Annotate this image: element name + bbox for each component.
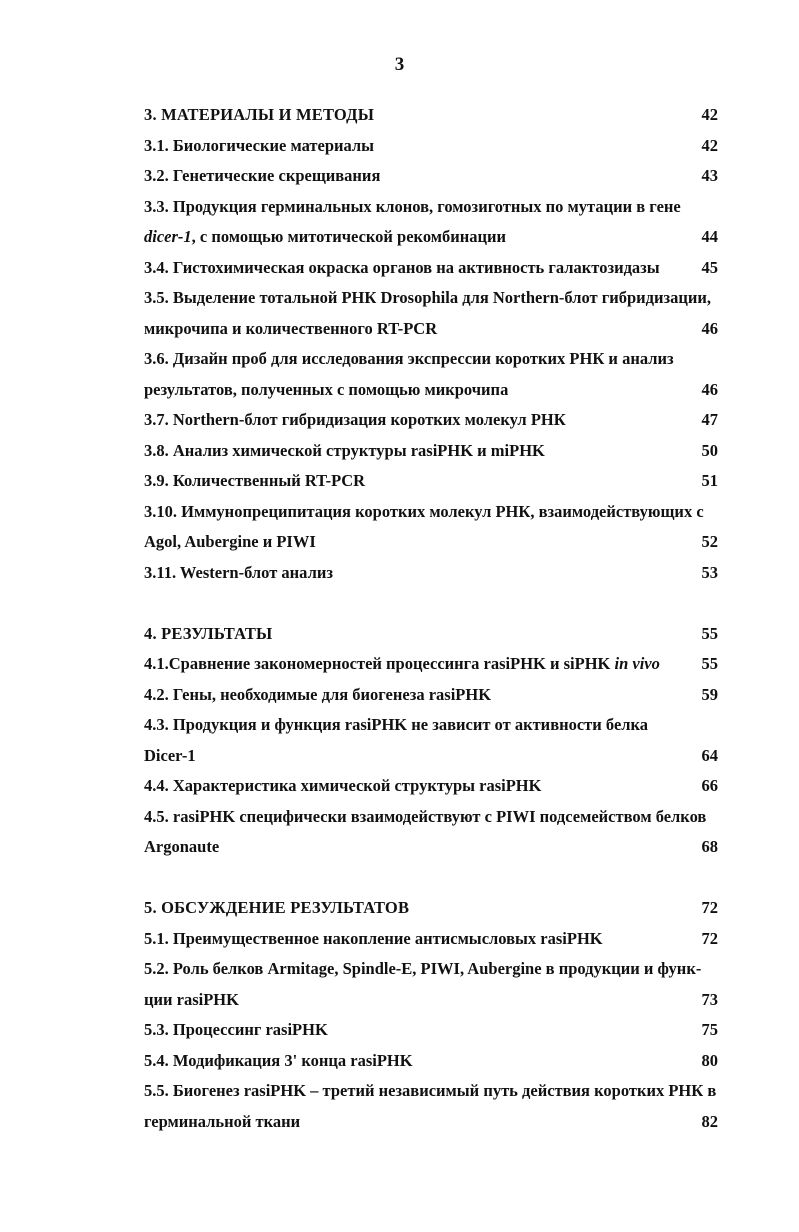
toc-entry-page: 53 xyxy=(701,562,718,582)
toc-entry-page: 47 xyxy=(701,410,718,429)
toc-section-gap xyxy=(144,863,720,894)
toc-entry-title: 3.3. Продукция герминальных клонов, гомозиготных по мутации в гене xyxy=(144,196,681,216)
toc-entry-title: 5.2. Роль белков Armitage, Spindle-E, PIWI, Aubergine в продукции и функ- xyxy=(144,959,702,978)
toc-entry-title: 4. РЕЗУЛЬТАТЫ xyxy=(144,623,273,643)
toc-entry-title: 3.11. Western-блот анализ xyxy=(144,562,333,582)
toc-entry-title: Agol, Aubergine и PIWI xyxy=(144,532,316,551)
toc-entry-title: 3.1. Биологические материалы xyxy=(144,135,375,155)
toc-entry-page: 72 xyxy=(701,928,718,948)
toc-entry-title: микрочипа и количественного RT-PCR xyxy=(144,318,438,338)
toc-entry-title: 3.7. Northern-блот гибридизация коротких молекул РНК xyxy=(144,410,566,429)
toc-entry-page: 59 xyxy=(701,684,718,704)
toc-entry-page: 42 xyxy=(701,105,718,124)
toc-entry-title: ции rasiPHK xyxy=(144,989,239,1009)
toc-line xyxy=(144,619,720,650)
toc-line xyxy=(144,131,720,162)
toc-entry-title: 3.4. Гистохимическая окраска органов на активность галактозидазы xyxy=(144,257,660,277)
toc-line xyxy=(144,558,720,589)
toc-line xyxy=(144,985,720,1016)
toc-line xyxy=(144,832,720,863)
toc-line xyxy=(144,680,720,711)
toc-entry-page: 73 xyxy=(701,989,718,1009)
toc-entry-title xyxy=(144,222,506,253)
toc-entry-page: 43 xyxy=(701,166,718,185)
toc-line xyxy=(144,1076,720,1107)
toc-entry-title: 3.10. Иммунопреципитация коротких молекул РНК, взаимодействующих с xyxy=(144,501,704,521)
toc-entry-page: 45 xyxy=(701,257,718,277)
toc-entry-page: 75 xyxy=(701,1020,718,1039)
toc-entry-page: 44 xyxy=(701,227,718,246)
toc-line xyxy=(144,253,720,284)
toc-entry-italic: in vivo xyxy=(614,654,660,673)
toc-entry-title: 3. МАТЕРИАЛЫ И МЕТОДЫ xyxy=(144,105,375,124)
toc-entry-page: 42 xyxy=(701,135,718,155)
toc-line xyxy=(144,314,720,345)
toc-line xyxy=(144,1107,720,1138)
toc-entry-text: 4.1.Сравнение закономерностей процессинга rasiPHK и siPHK xyxy=(144,654,615,673)
page-number: 3 xyxy=(394,54,405,75)
toc-entry-page: 55 xyxy=(701,654,718,673)
toc-line xyxy=(144,161,720,192)
toc-entry-page: 82 xyxy=(701,1111,718,1131)
toc-line xyxy=(144,710,720,741)
toc-entry-title: герминальной ткани xyxy=(144,1111,301,1131)
toc-entry-title: 5.3. Процессинг rasiPHK xyxy=(144,1020,328,1039)
toc-line xyxy=(144,954,720,985)
toc-entry-title: 3.2. Генетические скрещивания xyxy=(144,166,381,185)
toc-line xyxy=(144,436,720,467)
toc-entry-title: 5. ОБСУЖДЕНИЕ РЕЗУЛЬТАТОВ xyxy=(144,898,410,917)
toc-line xyxy=(144,1015,720,1046)
toc-line xyxy=(144,405,720,436)
toc-entry-title: 3.8. Анализ химической структуры rasiPHK и miPHK xyxy=(144,440,545,460)
toc-entry-title: 3.9. Количественный RT-PCR xyxy=(144,471,366,490)
toc-entry-title: 4.4. Характеристика химической структуры rasiPHK xyxy=(144,776,542,795)
toc-entry-title: 5.1. Преимущественное накопление антисмысловых rasiPHK xyxy=(144,928,603,948)
toc-line xyxy=(144,100,720,131)
toc-line xyxy=(144,283,720,314)
toc-entry-title xyxy=(144,649,660,680)
toc-entry-page: 51 xyxy=(701,471,718,490)
toc-line xyxy=(144,466,720,497)
toc-entry-page: 72 xyxy=(701,898,718,917)
toc-entry-page: 66 xyxy=(701,776,718,795)
toc-section-gap xyxy=(144,588,720,619)
toc-entry-title: 3.6. Дизайн проб для исследования экспрессии коротких РНК и анализ xyxy=(144,349,674,368)
toc-entry-text: , с помощью митотической рекомбинации xyxy=(191,227,507,246)
toc-entry-title: 4.3. Продукция и функция rasiPHK не зависит от активности белка xyxy=(144,715,649,734)
toc-line xyxy=(144,893,720,924)
toc-entry-title: Dicer-1 xyxy=(144,745,196,765)
toc-line xyxy=(144,192,720,223)
toc-entry-page: 68 xyxy=(701,837,718,856)
toc-line xyxy=(144,344,720,375)
toc-entry-italic: dicer-1 xyxy=(144,227,192,246)
toc-entry-title: 3.5. Выделение тотальной РНК Drosophila для Northern-блот гибридизации, xyxy=(144,288,712,307)
toc-entry-title: результатов, полученных с помощью микрочипа xyxy=(144,379,509,399)
table-of-contents xyxy=(144,100,720,1137)
toc-entry-page: 55 xyxy=(701,623,718,643)
toc-entry-page: 64 xyxy=(701,745,718,765)
toc-entry-title: 5.4. Модификация 3' конца rasiPHK xyxy=(144,1050,413,1070)
toc-line xyxy=(144,649,720,680)
toc-entry-title: 4.2. Гены, необходимые для биогенеза rasiPHK xyxy=(144,684,492,704)
toc-entry-page: 50 xyxy=(701,440,718,460)
toc-entry-page: 52 xyxy=(701,532,718,551)
toc-line xyxy=(144,802,720,833)
toc-line xyxy=(144,222,720,253)
toc-line xyxy=(144,741,720,772)
toc-entry-title: 4.5. rasiPHK специфически взаимодействуют с PIWI подсемейством белков xyxy=(144,806,707,826)
toc-line xyxy=(144,924,720,955)
toc-line xyxy=(144,771,720,802)
toc-line xyxy=(144,527,720,558)
toc-entry-page: 80 xyxy=(701,1050,718,1070)
toc-entry-page: 46 xyxy=(701,379,718,399)
toc-line xyxy=(144,375,720,406)
toc-line xyxy=(144,497,720,528)
toc-entry-title: Argonaute xyxy=(144,837,220,856)
toc-line xyxy=(144,1046,720,1077)
toc-entry-title: 5.5. Биогенез rasiPHK – третий независимый путь действия коротких РНК в xyxy=(144,1081,717,1100)
toc-entry-page: 46 xyxy=(701,318,718,338)
